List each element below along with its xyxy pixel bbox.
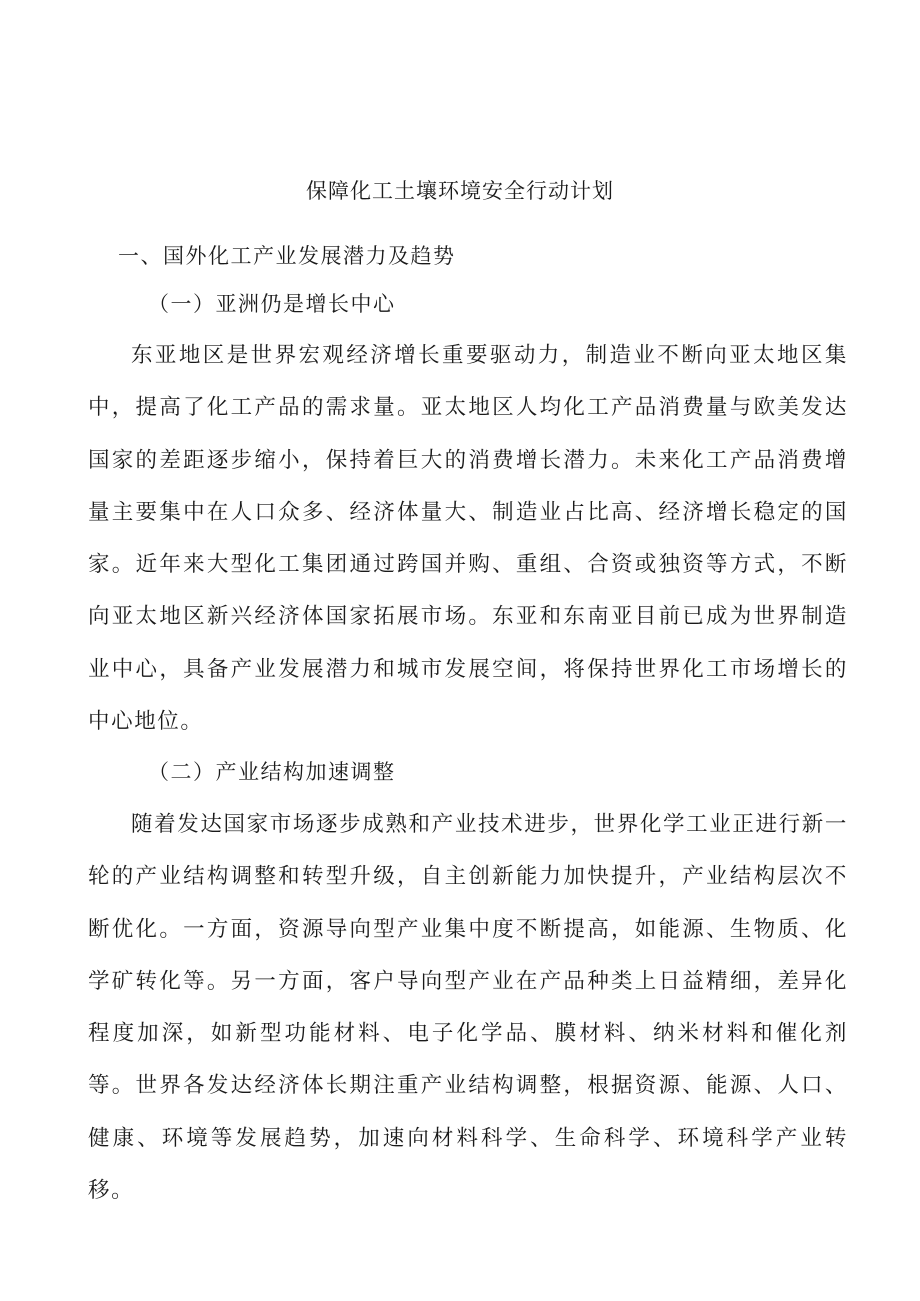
section-heading-1: 一、国外化工产业发展潜力及趋势 [118,244,456,268]
subsection-heading-1: （一）亚洲仍是增长中心 [148,292,396,316]
subsection-heading-2: （二）产业结构加速调整 [148,760,396,784]
body-paragraph-1: 东亚地区是世界宏观经济增长重要驱动力，制造业不断向亚太地区集中，提高了化工产品的需求量。亚太地区人均化工产品消费量与欧美发达国家的差距逐步缩小，保持着巨大的消费增长潜力。未来化工产品消费增量主要集中在人口众多、经济体量大、制造业占比高、经济增长稳定的国家。近年来大型化工集团通过跨国并购、重组、合资或独资等方式，不断向亚太地区新兴经济体国家拓展市场。东亚和东南亚目前已成为世界制造业中心，具备产业发展潜力和城市发展空间，将保持世界化工市场增长的中心地位。 [88,343,848,735]
body-paragraph-2: 随着发达国家市场逐步成熟和产业技术进步，世界化学工业正进行新一轮的产业结构调整和转型升级，自主创新能力加快提升，产业结构层次不断优化。一方面，资源导向型产业集中度不断提高，如能源、生物质、化学矿转化等。另一方面，客户导向型产业在产品种类上日益精细，差异化程度加深，如新型功能材料、电子化学品、膜材料、纳米材料和催化剂等。世界各发达经济体长期注重产业结构调整，根据资源、能源、人口、健康、环境等发展趋势，加速向材料科学、生命科学、环境科学产业转移。 [88,812,848,1204]
document-title: 保障化工土壤环境安全行动计划 [306,179,614,203]
